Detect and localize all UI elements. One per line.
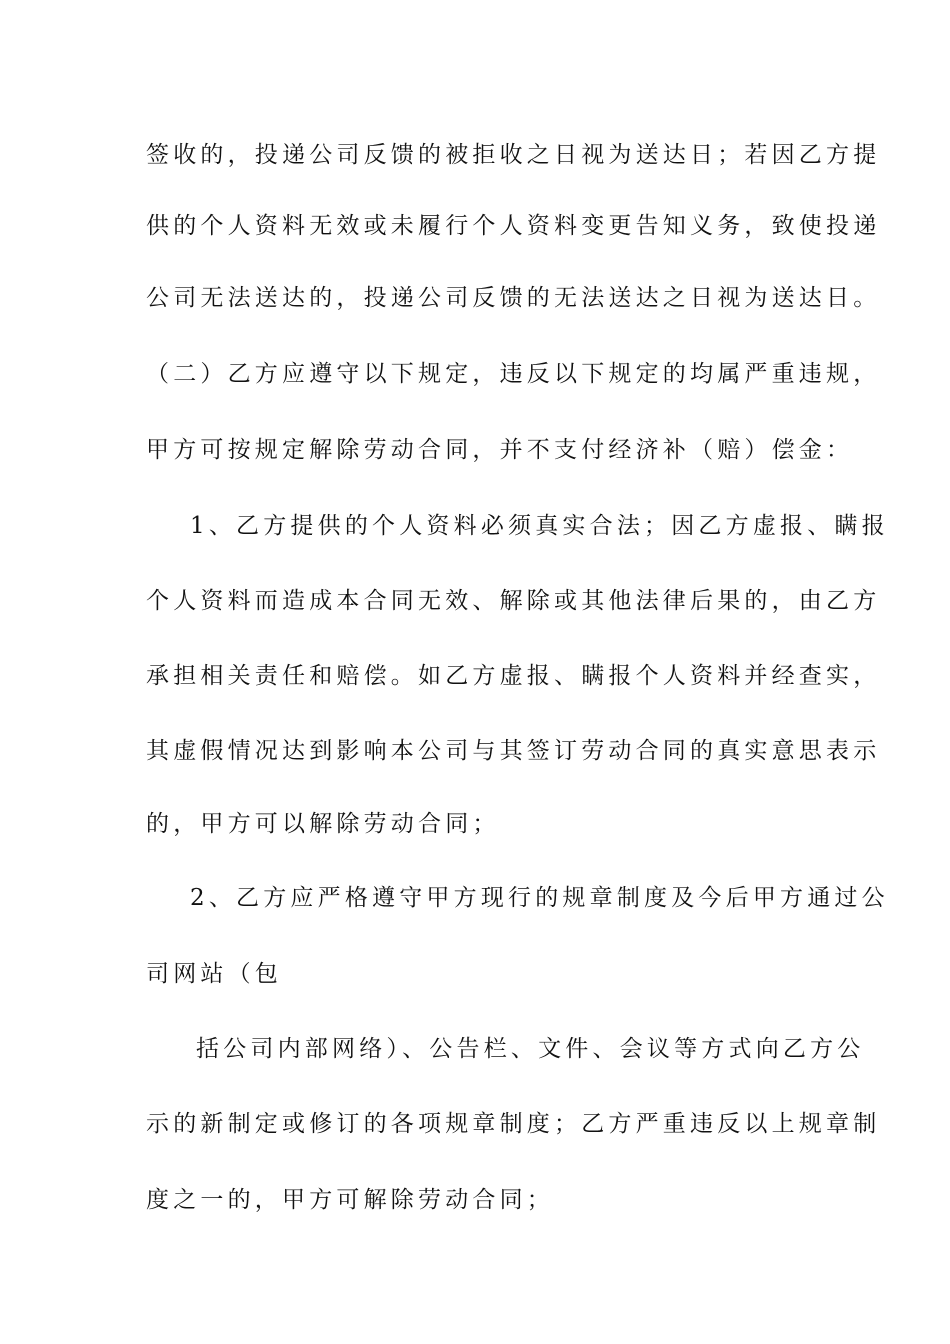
text-line-11: 2、乙方应严格遵守甲方现行的规章制度及今后甲方通过公	[190, 885, 889, 911]
text-line-7: 个人资料而造成本合同无效、解除或其他法律后果的，由乙方	[146, 588, 881, 614]
text-line-4: （二）乙方应遵守以下规定，违反以下规定的均属严重违规，	[146, 361, 881, 387]
text-line-5: 甲方可按规定解除劳动合同，并不支付经济补（赔）偿金：	[146, 437, 854, 463]
text-line-3: 公司无法送达的，投递公司反馈的无法送达之日视为送达日。	[146, 285, 881, 311]
text-line-14: 示的新制定或修订的各项规章制度；乙方严重违反以上规章制	[146, 1111, 881, 1137]
text-line-12: 司网站（包	[146, 961, 282, 987]
text-line-1: 签收的，投递公司反馈的被拒收之日视为送达日；若因乙方提	[146, 142, 881, 168]
text-line-2: 供的个人资料无效或未履行个人资料变更告知义务，致使投递	[146, 213, 881, 239]
text-line-8: 承担相关责任和赔偿。如乙方虚报、瞒报个人资料并经查实，	[146, 663, 881, 689]
text-line-13: 括公司内部网络）、公告栏、文件、会议等方式向乙方公	[196, 1036, 865, 1062]
text-line-6: 1、乙方提供的个人资料必须真实合法；因乙方虚报、瞒报	[190, 513, 889, 539]
text-line-10: 的，甲方可以解除劳动合同；	[146, 811, 500, 837]
text-line-9: 其虚假情况达到影响本公司与其签订劳动合同的真实意思表示	[146, 738, 881, 764]
text-line-15: 度之一的，甲方可解除劳动合同；	[146, 1187, 554, 1213]
